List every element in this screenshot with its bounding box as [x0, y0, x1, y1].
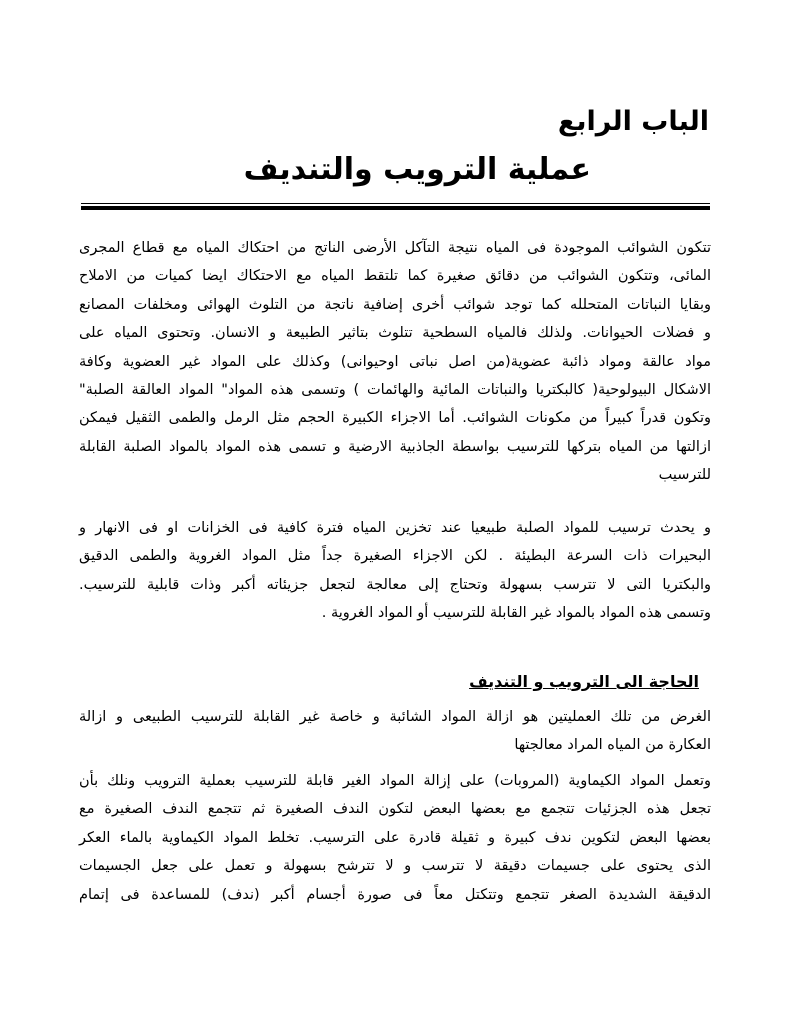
text-line: و يحدث ترسيب للمواد الصلبة طبيعيا عند تخزين المياه فترة كافية فى الخزانات او فى الانهار و [79, 520, 711, 536]
paragraph-coagulants [79, 767, 711, 909]
title-divider-thick [81, 206, 710, 210]
text-line: الغرض من تلك العمليتين هو ازالة المواد الشائبة و خاصة غير القابلة للترسيب الطبيعى و ازالة [79, 709, 711, 725]
text-line: وبقايا النباتات المتحلله كما توجد شوائب أخرى إضافية ناتجة من التلوث الهوائى ومخلفات المصانع [79, 296, 711, 313]
text-line: وتسمى هذه المواد بالمواد غير القابلة للترسيب أو المواد الغروية . [321, 605, 711, 622]
paragraph-settling [79, 514, 711, 628]
text-line: العكارة من المياه المراد معالجتها [514, 737, 711, 754]
text-line: البحيرات ذات السرعة البطيئة . لكن الاجزاء الصغيرة جداً مثل المواد الغروية والطمى الدقيق [79, 548, 711, 565]
text-line: والبكتريا التى لا تترسب بسهولة وتحتاج إلى معالجة لتجعل جزيئاته أكبر وذات قابلية للترسيب. [79, 576, 711, 593]
text-line: ازالتها من المياه بتركها للترسيب بواسطة الجاذبية الارضية و تسمى هذه المواد بالمواد الصلبة القابلة [79, 438, 711, 455]
text-line: وتعمل المواد الكيماوية (المروبات) على إزالة المواد الغير قابلة للترسيب بعملية الترويب ونلك بأن [79, 773, 711, 789]
text-line: و فضلات الحيوانات. ولذلك فالمياه السطحية تتلوث بتاثير الطبيعة و الانسان. وتحتوى المياه على [79, 325, 711, 342]
text-line: الذى يحتوى على جسيمات دقيقة لا تترسب و لا تترشح بسهولة و تعمل على جعل الجسيمات [79, 858, 711, 875]
text-line: الاشكال البيولوحية( كالبكتريا والنباتات المائية والهائمات ) وتسمى هذه المواد" المواد العالقة الصلبة" [79, 382, 711, 399]
text-line: الدقيقة الشديدة الصغر تتجمع وتتكتل معاً فى صورة أجسام أكبر (ندف) للمساعدة فى إتمام [79, 886, 711, 903]
chapter-title: عملية الترويب والتنديف [243, 152, 591, 187]
title-divider-thin [81, 203, 710, 204]
text-line: للترسيب [658, 467, 711, 484]
text-line: وتكون قدراً كبيراً من مكونات الشوائب. أما الاجزاء الكبيرة الحجم مثل الرمل والطمى الثقيل فيمكن [79, 410, 711, 427]
text-line: تتكون الشوائب الموجودة فى المياه نتيجة التآكل الأرضى الناتج من احتكاك المياه مع قطاع المجرى [79, 240, 711, 256]
paragraph-purpose [79, 703, 711, 760]
paragraph-impurities [79, 234, 711, 490]
text-line: مواد عالقة ومواد ذائبة عضوية(من اصل نباتى اوحيوانى) وكذلك على المواد غير العضوية وكافة [79, 353, 711, 370]
text-line: تجعل هذه الجزئيات تتجمع مع بعضها البعض لتكون الندف الصغيرة ثم تتجمع الندف الصغيرة مع [79, 801, 711, 818]
text-line: بعضها البعض لتكوين ندف كبيرة و ثقيلة قادرة على الترسيب. تخلط المواد الكيماوية بالماء العكر [79, 829, 711, 846]
chapter-heading: الباب الرابع [557, 106, 709, 137]
text-line: المائى، وتتكون الشوائب من دقائق صغيرة كما تلتقط المياه مع الاحتكاك ايضا كميات من الاملاح [79, 268, 711, 285]
section-heading: الحاجة الى الترويب و التنديف [469, 672, 699, 691]
